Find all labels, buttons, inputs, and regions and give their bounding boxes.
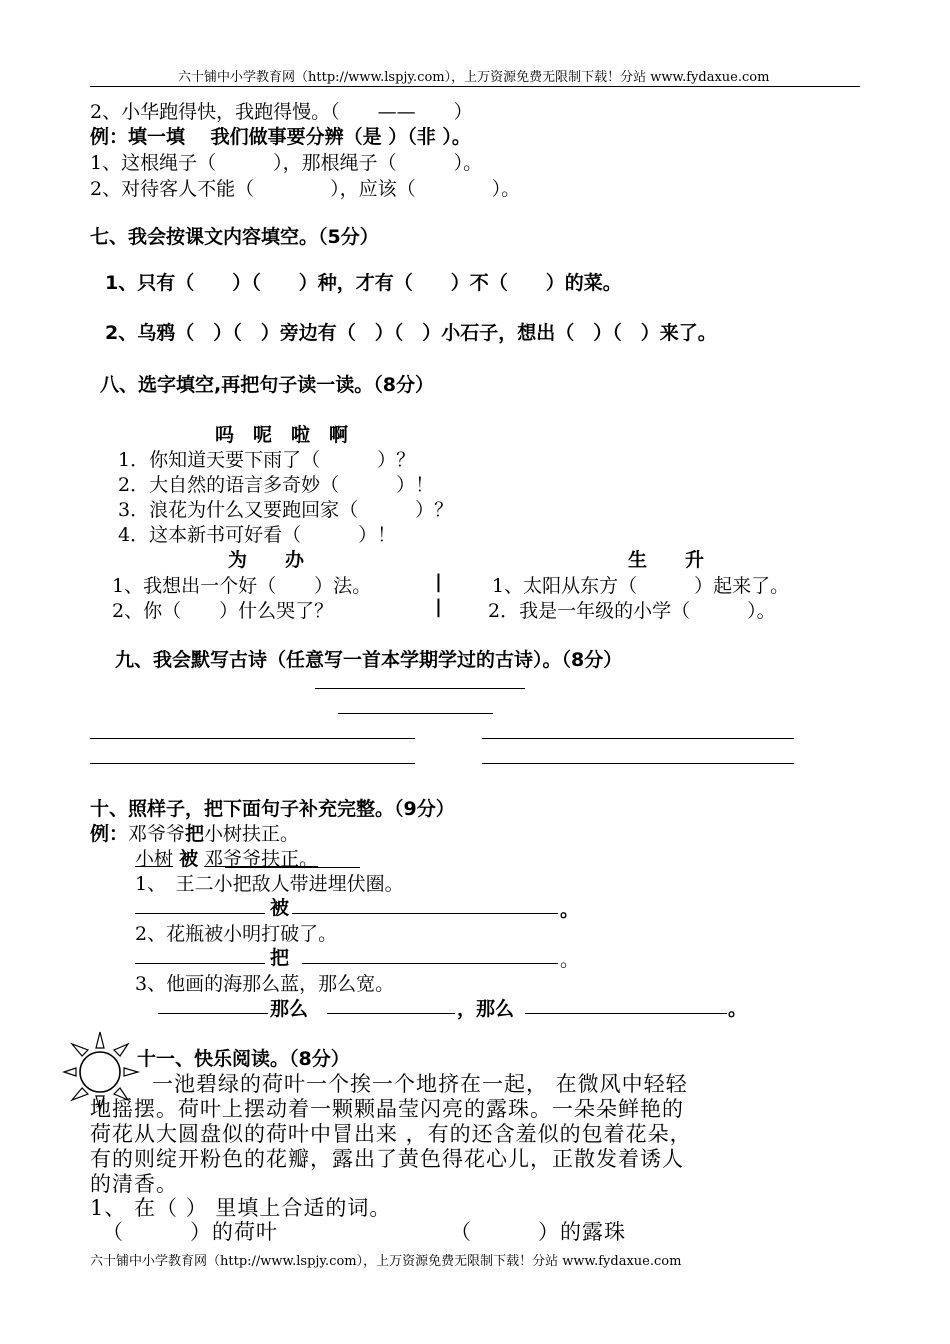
section-10-title: 十、照样子，把下面句子补充完整。（9分） xyxy=(90,798,455,820)
example-underline xyxy=(225,867,360,868)
example-text: 小树 xyxy=(135,848,174,870)
reading-answer-1: （ ）的荷叶 xyxy=(102,1220,278,1244)
section-10-q3: 3、他画的海那么蓝，那么宽。 xyxy=(135,973,395,995)
q3-end: 。 xyxy=(728,998,748,1020)
answer-line[interactable] xyxy=(135,963,265,964)
section-8-q3: 3．浪花为什么又要跑回家（ ）？ xyxy=(118,499,454,521)
reading-line-3: 荷花从大圆盘似的荷叶中冒出来 ，有的还含羞似的包着花朵， xyxy=(90,1122,692,1146)
reading-line-5: 的清香。 xyxy=(90,1172,178,1196)
reading-answer-2: （ ）的露珠 xyxy=(450,1220,626,1244)
q3-keyword-1: 那么 xyxy=(270,998,309,1020)
example-keyword: 把 xyxy=(185,823,205,845)
column-separator: | xyxy=(435,596,442,618)
pair-left-words: 为 办 xyxy=(228,549,305,571)
q2-keyword: 把 xyxy=(270,947,290,969)
answer-line[interactable] xyxy=(135,913,265,914)
reading-q1: 1、 在（ ） 里填上合适的词。 xyxy=(90,1196,392,1220)
pair-right-q1: 1、太阳从东方（ ）起来了。 xyxy=(492,575,790,597)
top-example: 例：填一填 我们做事要分辨（是 ）（非 ）。 xyxy=(90,126,471,148)
section-7-q2: 2、乌鸦（ ）（ ）旁边有（ ）（ ）小石子，想出（ ）（ ）来了。 xyxy=(105,322,717,344)
example-text: 邓爷爷扶正。 xyxy=(204,848,319,870)
reading-line-1: 一池碧绿的荷叶一个挨一个地挤在一起， 在微风中轻轻 xyxy=(130,1072,688,1096)
reading-line-4: 有的则绽开粉色的花瓣，露出了黄色得花心儿，正散发着诱人 xyxy=(90,1147,684,1171)
page-header: 六十铺中小学教育网（http://www.lspjy.com），上万资源免费无限制下载！分站 www.fydaxue.com xyxy=(178,70,770,85)
section-9-title: 九、我会默写古诗（任意写一首本学期学过的古诗）。（8分） xyxy=(115,649,623,671)
top-q2: 2、对待客人不能（ ），应该（ ）。 xyxy=(90,178,521,200)
column-separator: | xyxy=(435,571,442,593)
reading-line-2: 地摇摆。荷叶上摆动着一颗颗晶莹闪亮的露珠。一朵朵鲜艳的 xyxy=(90,1097,684,1121)
header-rule xyxy=(90,86,860,87)
section-8-title: 八、选字填空,再把句子读一读。（8分） xyxy=(100,374,434,396)
top-q1: 1、这根绳子（ ），那根绳子（ ）。 xyxy=(90,152,483,174)
example-text: 邓爷爷 xyxy=(128,823,186,845)
pair-right-words: 生 升 xyxy=(628,549,705,571)
example-keyword: 被 xyxy=(179,848,199,870)
word-choices: 吗 呢 啦 啊 xyxy=(215,424,349,446)
answer-line[interactable] xyxy=(302,963,558,964)
q1-keyword: 被 xyxy=(270,897,290,919)
poem-line[interactable] xyxy=(482,763,794,764)
section-7-title: 七、我会按课文内容填空。（5分） xyxy=(90,226,379,248)
section-8-q1: 1．你知道天要下雨了（ ）？ xyxy=(118,449,416,471)
q3-keyword-2: ，那么 xyxy=(457,998,515,1020)
pair-right-q2: 2．我是一年级的小学（ ）。 xyxy=(488,600,776,622)
answer-line[interactable] xyxy=(158,1013,268,1014)
poem-title-line[interactable] xyxy=(315,688,525,689)
answer-line[interactable] xyxy=(292,913,558,914)
q2-end: 。 xyxy=(560,949,580,971)
section-7-q1: 1、只有（ ）（ ）种，才有（ ）不（ ）的菜。 xyxy=(105,272,622,294)
answer-line[interactable] xyxy=(327,1013,455,1014)
example-line-1 xyxy=(90,819,299,846)
poem-author-line[interactable] xyxy=(338,713,493,714)
section-8-q2: 2．大自然的语言多奇妙（ ）！ xyxy=(118,474,435,496)
section-10-q2: 2、花瓶被小明打破了。 xyxy=(135,923,338,945)
section-10-q1: 1、 王二小把敌人带进埋伏圈。 xyxy=(135,873,404,895)
poem-line[interactable] xyxy=(90,738,415,739)
page-footer: 六十铺中小学教育网（http://www.lspjy.com），上万资源免费无限制下载！分站 www.fydaxue.com xyxy=(90,1254,682,1269)
example-label: 例： xyxy=(90,823,129,845)
poem-line[interactable] xyxy=(482,738,794,739)
section-8-q4: 4．这本新书可好看（ ）！ xyxy=(118,524,397,546)
q1-end: 。 xyxy=(560,899,580,921)
answer-line[interactable] xyxy=(525,1013,727,1014)
pair-left-q2: 2、你（ ）什么哭了？ xyxy=(112,600,334,622)
top-line-1: 2、小华跑得快，我跑得慢。（ —— ） xyxy=(90,101,473,123)
pair-left-q1: 1、我想出一个好（ ）法。 xyxy=(112,575,372,597)
example-text: 小树扶正。 xyxy=(204,823,300,845)
poem-line[interactable] xyxy=(90,763,415,764)
section-11-title: 十一、快乐阅读。（8分） xyxy=(137,1048,350,1070)
